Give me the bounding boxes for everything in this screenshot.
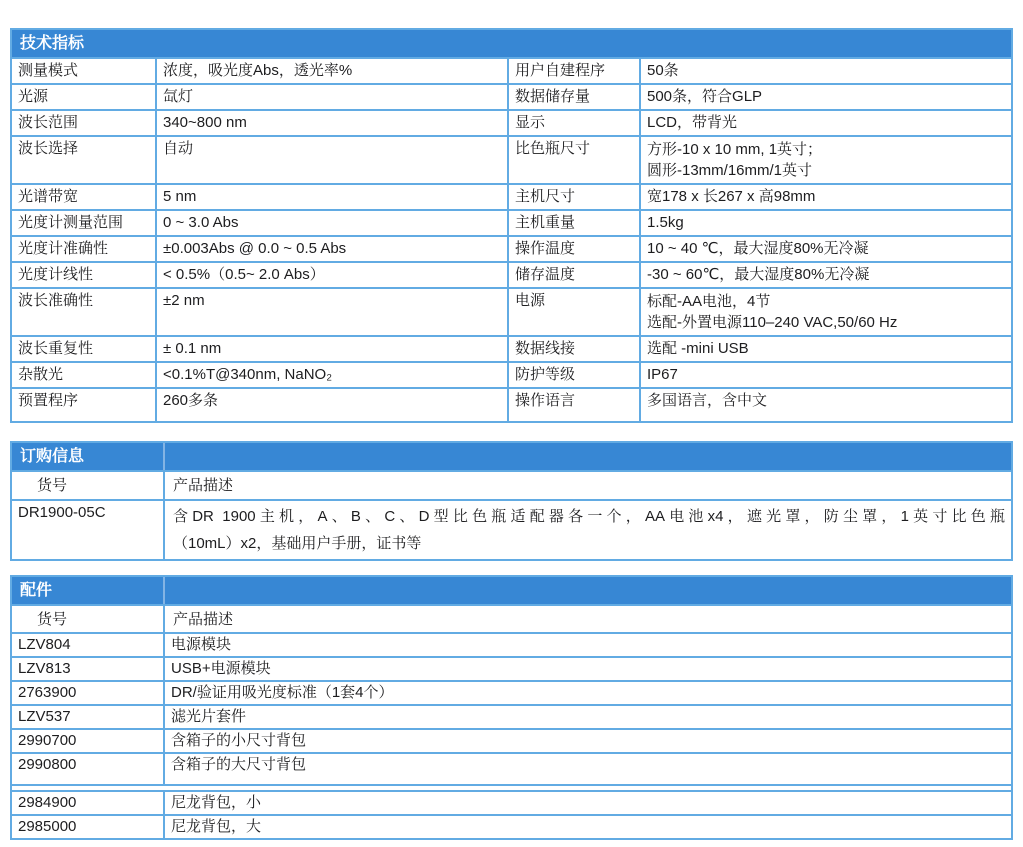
spec-label: 波长范围 [18, 114, 79, 131]
ordering-table [10, 441, 1013, 561]
spec-label: 显示 [507, 111, 639, 135]
ordering-row [12, 499, 1011, 559]
accessories-table [10, 575, 1013, 840]
spec-label: 电源 [507, 289, 639, 335]
spec-row [12, 335, 1011, 361]
spec-value: 5 nm [155, 185, 507, 209]
column-header-description: 产品描述 [163, 472, 1011, 499]
accessory-row [12, 728, 1011, 752]
spec-label: 光源 [18, 88, 49, 105]
spec-value: 10 ~ 40 ℃，最大湿度80%无冷凝 [639, 237, 1011, 261]
spec-label: 波长选择 [18, 140, 79, 157]
accessory-row [12, 632, 1011, 656]
column-header-part-number: 货号 [37, 611, 68, 628]
description-cell: 尼龙背包，小 [163, 792, 1011, 814]
spec-value: IP67 [639, 363, 1011, 387]
part-number-cell: 2984900 [18, 794, 77, 811]
description-cell: 滤光片套件 [163, 706, 1011, 728]
accessory-row [12, 680, 1011, 704]
spec-value-line: 方形-10 x 10 mm, 1英寸； [647, 141, 823, 158]
spec-value: ± 0.1 nm [155, 337, 507, 361]
spec-table [10, 28, 1013, 423]
spec-label: 波长重复性 [18, 340, 94, 357]
header-bar-divider [163, 443, 165, 470]
spec-label: 测量模式 [18, 62, 79, 79]
accessories-column-header-row [12, 604, 1011, 632]
spec-label: 用户自建程序 [507, 59, 639, 83]
spec-label: 光度计测量范围 [18, 214, 124, 231]
ordering-column-header-row [12, 470, 1011, 499]
description-line: 含DR 1900主机，A、B、C、D型比色瓶适配器各一个，AA电池x4，遮光罩，防尘罩，1英寸比色瓶 [173, 508, 1005, 525]
spec-row [12, 235, 1011, 261]
spec-label: 储存温度 [507, 263, 639, 287]
spec-value: < 0.5%（0.5~ 2.0 Abs） [155, 263, 507, 287]
part-number-cell: DR1900-05C [18, 504, 106, 521]
spec-label: 预置程序 [18, 392, 79, 409]
spec-label: 数据储存量 [507, 85, 639, 109]
spec-label: 光谱带宽 [18, 188, 79, 205]
description-cell: USB+电源模块 [163, 658, 1011, 680]
spec-label: 比色瓶尺寸 [507, 137, 639, 183]
part-number-cell: LZV813 [18, 660, 71, 677]
spec-value [639, 137, 1011, 183]
spec-row [12, 83, 1011, 109]
spec-value [639, 289, 1011, 335]
part-number-cell: LZV537 [18, 708, 71, 725]
spec-value-line: 标配-AA电池，4节 [647, 293, 771, 310]
spec-label: 操作温度 [507, 237, 639, 261]
column-header-description: 产品描述 [163, 606, 1011, 632]
accessory-row [12, 814, 1011, 838]
spec-table-header-bar [12, 30, 1011, 57]
spec-row [12, 135, 1011, 183]
accessories-table-header-bar [12, 577, 1011, 604]
spec-row [12, 387, 1011, 421]
spec-table-title: 技术指标 [20, 35, 85, 52]
description-cell: DR/验证用吸光度标准（1套4个） [163, 682, 1011, 704]
spec-value: 260多条 [155, 389, 507, 421]
column-header-part-number: 货号 [37, 477, 68, 494]
spec-value: -30 ~ 60℃，最大湿度80%无冷凝 [639, 263, 1011, 287]
spec-value: 宽178 x 长267 x 高98mm [639, 185, 1011, 209]
spec-value: ±2 nm [155, 289, 507, 335]
part-number-cell: 2990800 [18, 756, 77, 773]
spec-row [12, 109, 1011, 135]
spec-row [12, 209, 1011, 235]
description-cell: 尼龙背包，大 [163, 816, 1011, 838]
accessory-row [12, 790, 1011, 814]
spec-label: 波长准确性 [18, 292, 94, 309]
part-number-cell: LZV804 [18, 636, 71, 653]
accessory-row [12, 752, 1011, 784]
description-cell: 含箱子的小尺寸背包 [163, 730, 1011, 752]
spec-label: 杂散光 [18, 366, 64, 383]
spec-row [12, 287, 1011, 335]
spec-label: 光度计准确性 [18, 240, 109, 257]
spec-label: 操作语言 [507, 389, 639, 421]
spec-value: 多国语言，含中文 [639, 389, 1011, 421]
spec-label: 主机重量 [507, 211, 639, 235]
spec-value: 浓度，吸光度Abs，透光率% [155, 59, 507, 83]
spec-value: 50条 [639, 59, 1011, 83]
spec-value: 自动 [155, 137, 507, 183]
spec-value: ±0.003Abs @ 0.0 ~ 0.5 Abs [155, 237, 507, 261]
spec-label: 光度计线性 [18, 266, 94, 283]
part-number-cell: 2990700 [18, 732, 77, 749]
spec-value: 选配 -mini USB [639, 337, 1011, 361]
accessory-row [12, 704, 1011, 728]
ordering-table-header-bar [12, 443, 1011, 470]
accessories-table-title: 配件 [20, 582, 53, 599]
spec-value-line: 选配-外置电源110–240 VAC,50/60 Hz [647, 314, 898, 331]
spec-row [12, 57, 1011, 83]
description-cell: 含箱子的大尺寸背包 [163, 754, 1011, 784]
description-cell [163, 501, 1011, 559]
spec-value: 0 ~ 3.0 Abs [155, 211, 507, 235]
spec-value: 500条，符合GLP [639, 85, 1011, 109]
spec-label: 主机尺寸 [507, 185, 639, 209]
spec-value: <0.1%T@340nm, NaNO₂ [155, 363, 507, 387]
spec-label: 防护等级 [507, 363, 639, 387]
ordering-table-title: 订购信息 [20, 448, 85, 465]
header-bar-divider [163, 577, 165, 604]
spec-value: 1.5kg [639, 211, 1011, 235]
spec-value-line: 圆形-13mm/16mm/1英寸 [647, 162, 813, 179]
part-number-cell: 2763900 [18, 684, 77, 701]
accessory-row [12, 656, 1011, 680]
spec-value: 氙灯 [155, 85, 507, 109]
part-number-cell: 2985000 [18, 818, 77, 835]
description-cell: 电源模块 [163, 634, 1011, 656]
spec-value: 340~800 nm [155, 111, 507, 135]
spec-row [12, 361, 1011, 387]
description-line: （10mL）x2，基础用户手册，证书等 [173, 535, 422, 552]
spec-row [12, 261, 1011, 287]
spec-row [12, 183, 1011, 209]
spec-label: 数据线接 [507, 337, 639, 361]
spec-value: LCD，带背光 [639, 111, 1011, 135]
